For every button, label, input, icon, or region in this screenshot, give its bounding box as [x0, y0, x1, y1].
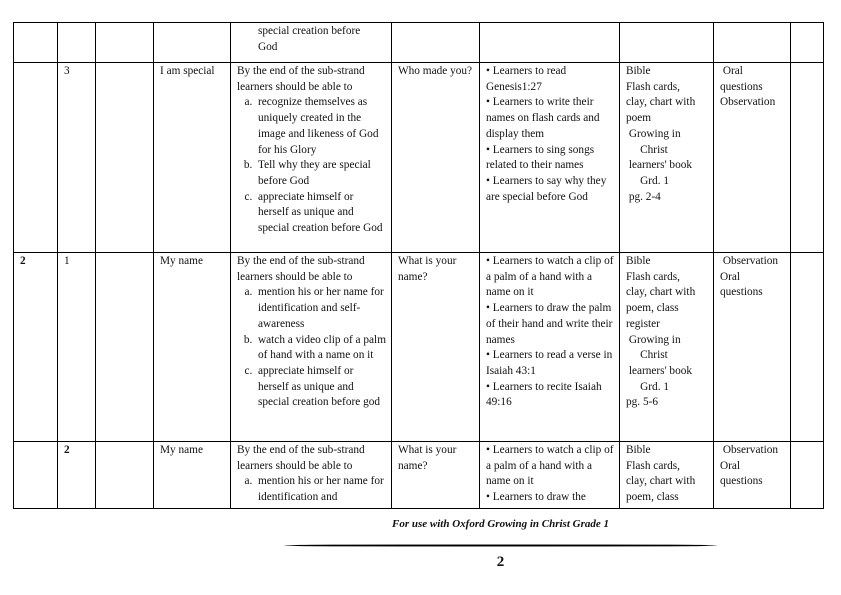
- learning-experience: • Learners to read a verse in Isaiah 43:1: [486, 349, 613, 377]
- remarks-cell: [791, 23, 824, 63]
- table-row: [14, 23, 824, 63]
- outcomes-list: [237, 95, 386, 236]
- lesson-number: 3: [64, 65, 70, 77]
- inquiry-cell: [392, 253, 480, 442]
- table-row: [14, 442, 824, 509]
- sub-strand-text: My name: [160, 255, 203, 267]
- inquiry-cell: [392, 63, 480, 253]
- lesson-cell: [58, 253, 96, 442]
- resources-cell: [620, 253, 714, 442]
- remarks-cell: [791, 63, 824, 253]
- scheme-of-work-table: [13, 22, 824, 509]
- remarks-cell: [791, 442, 824, 509]
- inquiry-question: Who made you?: [398, 65, 473, 77]
- resource-line: learners' book: [626, 364, 693, 377]
- learning-experience: • Learners to say why they are special before God: [486, 174, 607, 203]
- inquiry-question: What is your name?: [398, 255, 457, 283]
- outcome-item: b. watch a video clip of a palm of hand with a name on it: [258, 333, 386, 364]
- learning-experience: • Learners to draw the: [486, 491, 586, 504]
- lesson-number: 1: [64, 255, 70, 267]
- strand-cell: [96, 23, 154, 63]
- resource-line: Flash cards,: [626, 459, 680, 472]
- sub-strand-text: I am special: [160, 65, 215, 77]
- outcomes-cell: [231, 253, 392, 442]
- resource-line: Bible: [626, 65, 651, 77]
- outcome-item: a. mention his or her name for identification and: [258, 474, 386, 505]
- assessment-line: Observation: [720, 255, 779, 267]
- assessment-cell: [714, 442, 791, 509]
- assessment-line: Observation: [720, 444, 779, 456]
- week-cell: [14, 442, 58, 509]
- inquiry-cell: [392, 442, 480, 509]
- outcomes-cell: [231, 23, 392, 63]
- outcome-item: a. mention his or her name for identification and self-awareness: [258, 285, 386, 332]
- resource-line: clay, chart with: [626, 475, 696, 488]
- resources-cell: [620, 442, 714, 509]
- sub-strand-text: My name: [160, 444, 203, 456]
- assessment-line: questions: [720, 286, 763, 299]
- outcome-continuation: God: [258, 40, 278, 53]
- resource-line: Grd. 1: [626, 174, 669, 187]
- sub-strand-cell: [154, 253, 231, 442]
- outcome-item: a. recognize themselves as uniquely created in the image and likeness of God for his Glory: [258, 95, 386, 158]
- outcome-continuation: special creation before: [258, 25, 361, 37]
- learning-experience: • Learners to recite Isaiah 49:16: [486, 380, 602, 409]
- resource-line: Bible: [626, 255, 651, 267]
- experiences-cell: [480, 63, 620, 253]
- resource-line: Bible: [626, 444, 651, 456]
- resource-line: clay, chart with: [626, 286, 696, 299]
- sub-strand-cell: [154, 442, 231, 509]
- resource-line: learners' book: [626, 159, 693, 172]
- outcome-item: b. Tell why they are special before God: [258, 158, 386, 189]
- resources-cell: [620, 23, 714, 63]
- footer-divider: [284, 544, 717, 547]
- outcomes-intro: By the end of the sub-strand learners should be able to: [237, 65, 365, 93]
- table-row: [14, 253, 824, 442]
- resource-line: Growing in: [626, 127, 681, 140]
- week-number: 2: [20, 255, 26, 267]
- outcomes-list: [237, 474, 386, 505]
- sub-strand-cell: [154, 63, 231, 253]
- inquiry-question: What is your name?: [398, 444, 457, 472]
- inquiry-cell: [392, 23, 480, 63]
- learning-experience: • Learners to sing songs related to their names: [486, 143, 595, 172]
- strand-cell: [96, 63, 154, 253]
- assessment-line: Observation: [720, 96, 776, 109]
- assessment-line: Oral: [720, 270, 741, 283]
- remarks-cell: [791, 253, 824, 442]
- strand-cell: [96, 442, 154, 509]
- assessment-line: Oral: [720, 459, 741, 472]
- footer-text: For use with Oxford Growing in Christ Grade 1: [392, 518, 609, 530]
- resource-line: poem, class: [626, 491, 679, 504]
- resource-line: poem, class: [626, 302, 679, 315]
- resources-cell: [620, 63, 714, 253]
- resource-line: Flash cards,: [626, 80, 680, 93]
- assessment-cell: [714, 63, 791, 253]
- resource-line: Christ: [626, 143, 668, 156]
- learning-experience: • Learners to write their names on flash cards and display them: [486, 96, 600, 140]
- resource-line: pg. 2-4: [626, 190, 661, 203]
- lesson-cell: [58, 442, 96, 509]
- assessment-line: questions: [720, 475, 763, 488]
- resource-line: register: [626, 317, 660, 330]
- outcomes-cell: [231, 63, 392, 253]
- outcome-item: c. appreciate himself or herself as unique and special creation before god: [258, 364, 386, 411]
- outcomes-list: [237, 285, 386, 411]
- lesson-cell: [58, 63, 96, 253]
- lesson-number: 2: [64, 444, 70, 456]
- outcomes-intro: By the end of the sub-strand learners should be able to: [237, 444, 365, 472]
- lesson-cell: [58, 23, 96, 63]
- assessment-line: Oral: [720, 65, 743, 77]
- outcomes-intro: By the end of the sub-strand learners should be able to: [237, 255, 365, 283]
- resource-line: Flash cards,: [626, 270, 680, 283]
- resource-line: Growing in: [626, 333, 681, 346]
- assessment-line: questions: [720, 80, 763, 93]
- experiences-cell: [480, 442, 620, 509]
- learning-experience: • Learners to read Genesis1:27: [486, 65, 567, 93]
- learning-experience: • Learners to watch a clip of a palm of a hand with a name on it: [486, 255, 614, 299]
- strand-cell: [96, 253, 154, 442]
- week-cell: [14, 63, 58, 253]
- resource-line: Grd. 1: [626, 380, 669, 393]
- assessment-cell: [714, 23, 791, 63]
- experiences-cell: [480, 23, 620, 63]
- resource-line: pg. 5-6: [626, 396, 659, 409]
- page-number: 2: [496, 554, 505, 570]
- learning-experience: • Learners to draw the palm of their hand and write their names: [486, 302, 613, 346]
- experiences-cell: [480, 253, 620, 442]
- assessment-cell: [714, 253, 791, 442]
- resource-line: Christ: [626, 349, 668, 362]
- resource-line: poem: [626, 112, 652, 125]
- learning-experience: • Learners to watch a clip of a palm of a hand with a name on it: [486, 444, 614, 488]
- week-cell: [14, 23, 58, 63]
- outcome-item: c. appreciate himself or herself as unique and special creation before God: [258, 190, 386, 237]
- outcomes-cell: [231, 442, 392, 509]
- sub-strand-cell: [154, 23, 231, 63]
- resource-line: clay, chart with: [626, 96, 696, 109]
- table-row: [14, 63, 824, 253]
- week-cell: [14, 253, 58, 442]
